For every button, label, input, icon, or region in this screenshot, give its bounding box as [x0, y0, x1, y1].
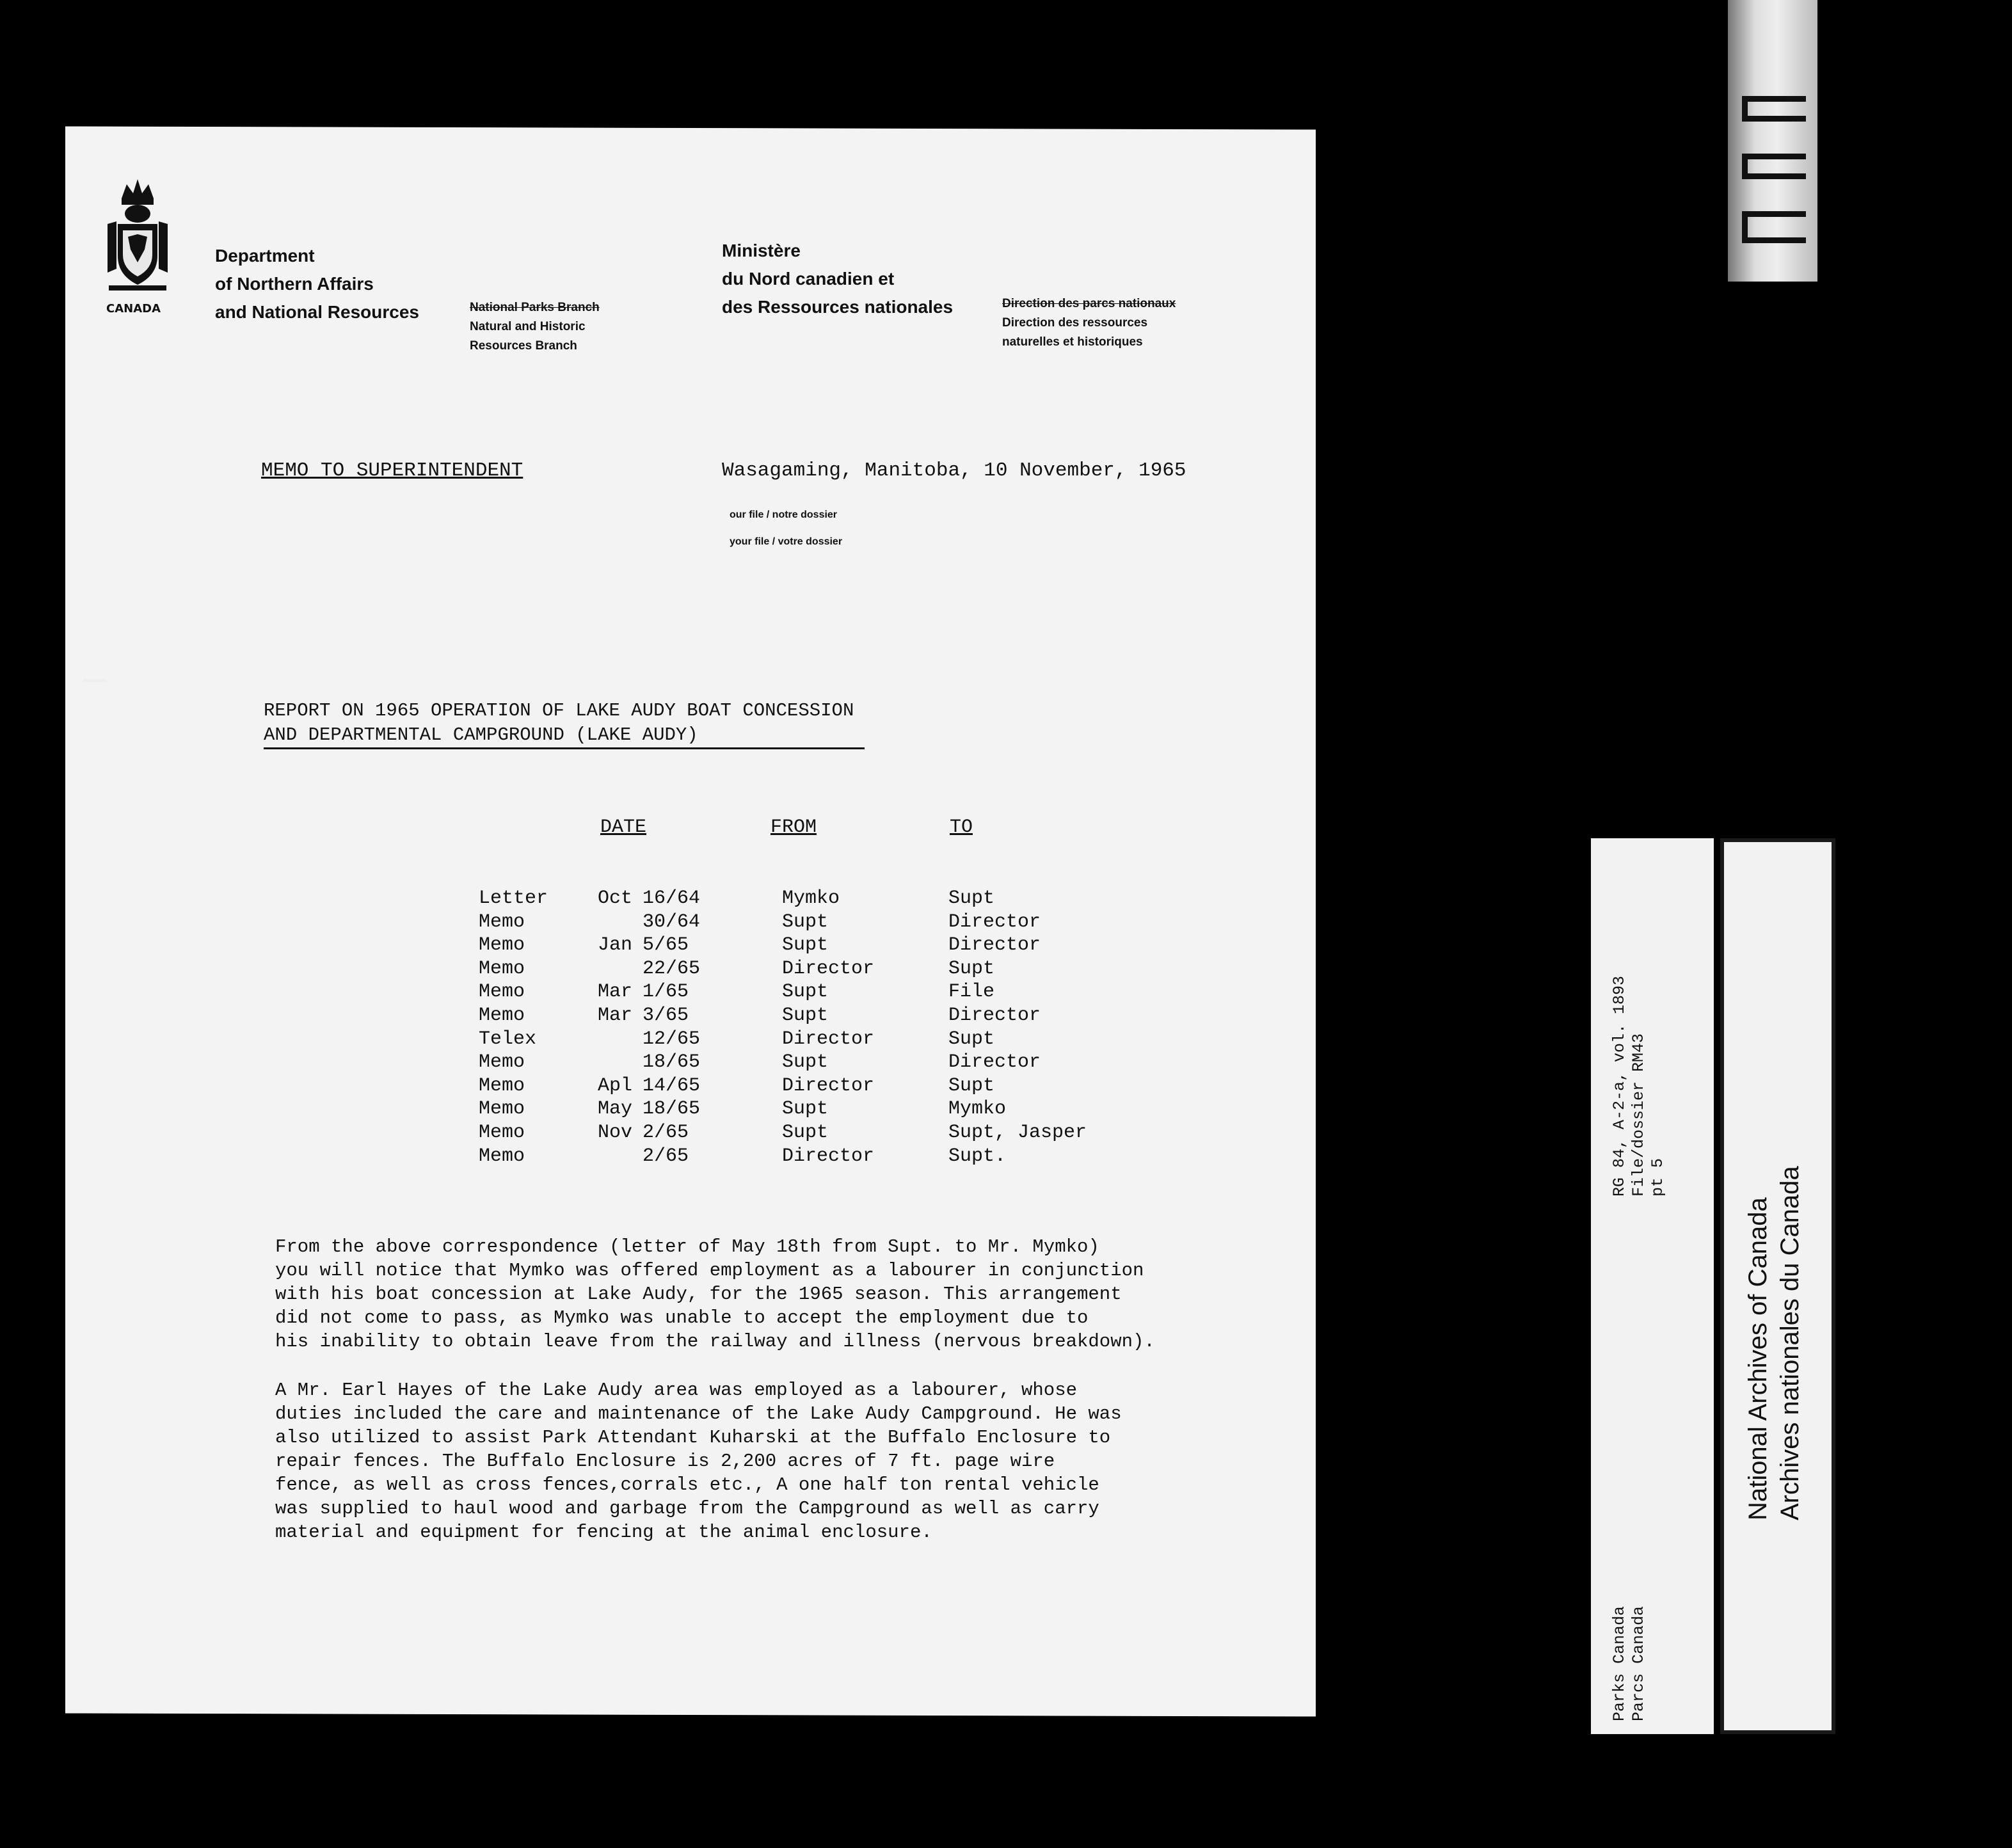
archival-reference: RG 84, A-2-a, vol. 1893 File/dossier RM43 pt 5 — [1610, 975, 1667, 1197]
department-line: Ministère — [722, 241, 801, 260]
department-line: and National Resources — [215, 302, 419, 322]
branch-line-struck: Direction des parcs nationaux — [1002, 297, 1176, 310]
ruler-mark — [1742, 211, 1806, 243]
correspondence-from: Supt — [782, 911, 829, 933]
correspondence-day: 30/64 — [643, 911, 701, 933]
correspondence-month: Jan — [598, 934, 633, 957]
department-name-english — [215, 242, 419, 326]
correspondence-type: Telex — [479, 1028, 537, 1050]
correspondence-type: Memo — [479, 981, 525, 1003]
column-header-date: DATE — [600, 816, 647, 838]
correspondence-from: Supt — [782, 1121, 829, 1143]
department-line: du Nord canadien et — [722, 269, 895, 289]
correspondence-month: Nov — [598, 1121, 633, 1143]
branch-line: Natural and Historic — [470, 320, 586, 333]
branch-name-english — [470, 298, 600, 356]
correspondence-from: Director — [782, 1028, 875, 1050]
branch-line: Direction des ressources — [1002, 316, 1148, 330]
correspondence-to: Supt, Jasper — [948, 1121, 1087, 1143]
correspondence-to: Supt — [948, 888, 995, 909]
correspondence-day: 22/65 — [643, 957, 701, 980]
department-line: Department — [215, 246, 315, 266]
correspondence-from: Supt — [782, 981, 829, 1003]
correspondence-from: Supt — [782, 1098, 829, 1120]
memo-place-date: Wasagaming, Manitoba, 10 November, 1965 — [722, 459, 1186, 482]
correspondence-month: Mar — [598, 981, 633, 1003]
column-header-from: FROM — [770, 816, 817, 838]
institution-name: Parks Canada Parcs Canada — [1610, 1605, 1648, 1721]
scale-ruler — [1728, 0, 1817, 282]
correspondence-from: Supt — [782, 1051, 829, 1074]
correspondence-day: 16/64 — [643, 888, 701, 909]
correspondence-to: Supt — [948, 1074, 995, 1097]
department-name-french — [722, 237, 953, 321]
correspondence-type: Memo — [479, 911, 525, 933]
correspondence-type: Memo — [479, 1004, 525, 1026]
correspondence-to: File — [948, 981, 995, 1003]
correspondence-from: Supt — [782, 1004, 829, 1026]
correspondence-type: Memo — [479, 1121, 525, 1143]
correspondence-to: Supt. — [948, 1145, 1007, 1167]
report-title-line: AND DEPARTMENTAL CAMPGROUND (LAKE AUDY) — [264, 723, 865, 749]
correspondence-from: Director — [782, 1074, 875, 1097]
correspondence-to: Director — [948, 911, 1041, 933]
correspondence-to: Supt — [948, 1028, 995, 1050]
department-line: des Ressources nationales — [722, 297, 954, 317]
branch-name-french — [1002, 294, 1176, 352]
report-title — [264, 699, 865, 749]
correspondence-to: Director — [948, 1051, 1041, 1074]
correspondence-to: Director — [948, 1004, 1041, 1026]
archives-name: National Archives of Canada Archives nationales du Canada — [1744, 1166, 1804, 1520]
correspondence-month: Oct — [598, 888, 633, 909]
correspondence-day: 5/65 — [643, 934, 689, 957]
correspondence-day: 2/65 — [643, 1145, 689, 1167]
department-line: of Northern Affairs — [215, 274, 374, 294]
archives-label-slip — [1720, 838, 1835, 1734]
correspondence-type: Letter — [479, 888, 548, 909]
branch-line-struck: National Parks Branch — [470, 301, 600, 314]
canada-coat-of-arms-icon — [102, 173, 173, 294]
correspondence-to: Mymko — [948, 1098, 1007, 1120]
correspondence-day: 2/65 — [643, 1121, 689, 1143]
correspondence-month: Apl — [598, 1074, 633, 1097]
correspondence-from: Mymko — [782, 888, 840, 909]
correspondence-type: Memo — [479, 957, 525, 980]
correspondence-from: Director — [782, 1145, 875, 1167]
our-file-label: our file / notre dossier — [730, 509, 838, 520]
ruler-mark — [1742, 154, 1806, 179]
report-title-line: REPORT ON 1965 OPERATION OF LAKE AUDY BOAT CONCESSION — [264, 700, 854, 721]
branch-line: Resources Branch — [470, 339, 577, 353]
correspondence-day: 3/65 — [643, 1004, 689, 1026]
correspondence-day: 12/65 — [643, 1028, 701, 1050]
correspondence-type: Memo — [479, 1074, 525, 1097]
correspondence-from: Supt — [782, 934, 829, 957]
correspondence-type: Memo — [479, 934, 525, 957]
branch-line: naturelles et historiques — [1002, 335, 1143, 349]
correspondence-month: May — [598, 1098, 633, 1120]
correspondence-day: 14/65 — [643, 1074, 701, 1097]
correspondence-type: Memo — [479, 1098, 525, 1120]
page-edge-mark — [83, 680, 106, 682]
correspondence-type: Memo — [479, 1051, 525, 1074]
correspondence-day: 18/65 — [643, 1051, 701, 1074]
correspondence-day: 1/65 — [643, 981, 689, 1003]
ruler-mark — [1742, 96, 1806, 122]
correspondence-from: Director — [782, 957, 875, 980]
memo-recipient: MEMO TO SUPERINTENDENT — [261, 459, 523, 482]
body-paragraph-2: A Mr. Earl Hayes of the Lake Audy area was employed as a labourer, whose duties included the care and maintenance of the Lake Audy Campground. He was also utilized to assist Park Attendant Kuharski at the Buffalo Enclosure to repair fences. The Buffalo Enclosure is 2,200 acres of 7 ft. page wire fence, as well as cross fences,corrals etc., A one half ton rental vehicle was supplied to haul wood and garbage from the Campground as well as carry material and equipment for fencing at the animal enclosure. — [275, 1380, 1122, 1543]
correspondence-day: 18/65 — [643, 1098, 701, 1120]
reference-label-slip — [1591, 838, 1714, 1734]
body-paragraph-1: From the above correspondence (letter of May 18th from Supt. to Mr. Mymko) you will notice that Mymko was offered employment as a labourer in conjunction with his boat concession at Lake Audy, for the 1965 season. This arrangement did not come to pass, as Mymko was unable to accept the employment due to his inability to obtain leave from the railway and illness (nervous breakdown). — [275, 1236, 1155, 1352]
correspondence-to: Supt — [948, 957, 995, 980]
correspondence-to: Director — [948, 934, 1041, 957]
column-header-to: TO — [950, 816, 973, 838]
your-file-label: your file / votre dossier — [730, 536, 843, 547]
correspondence-month: Mar — [598, 1004, 633, 1026]
canada-wordmark: CANADA — [106, 302, 161, 315]
correspondence-type: Memo — [479, 1145, 525, 1167]
